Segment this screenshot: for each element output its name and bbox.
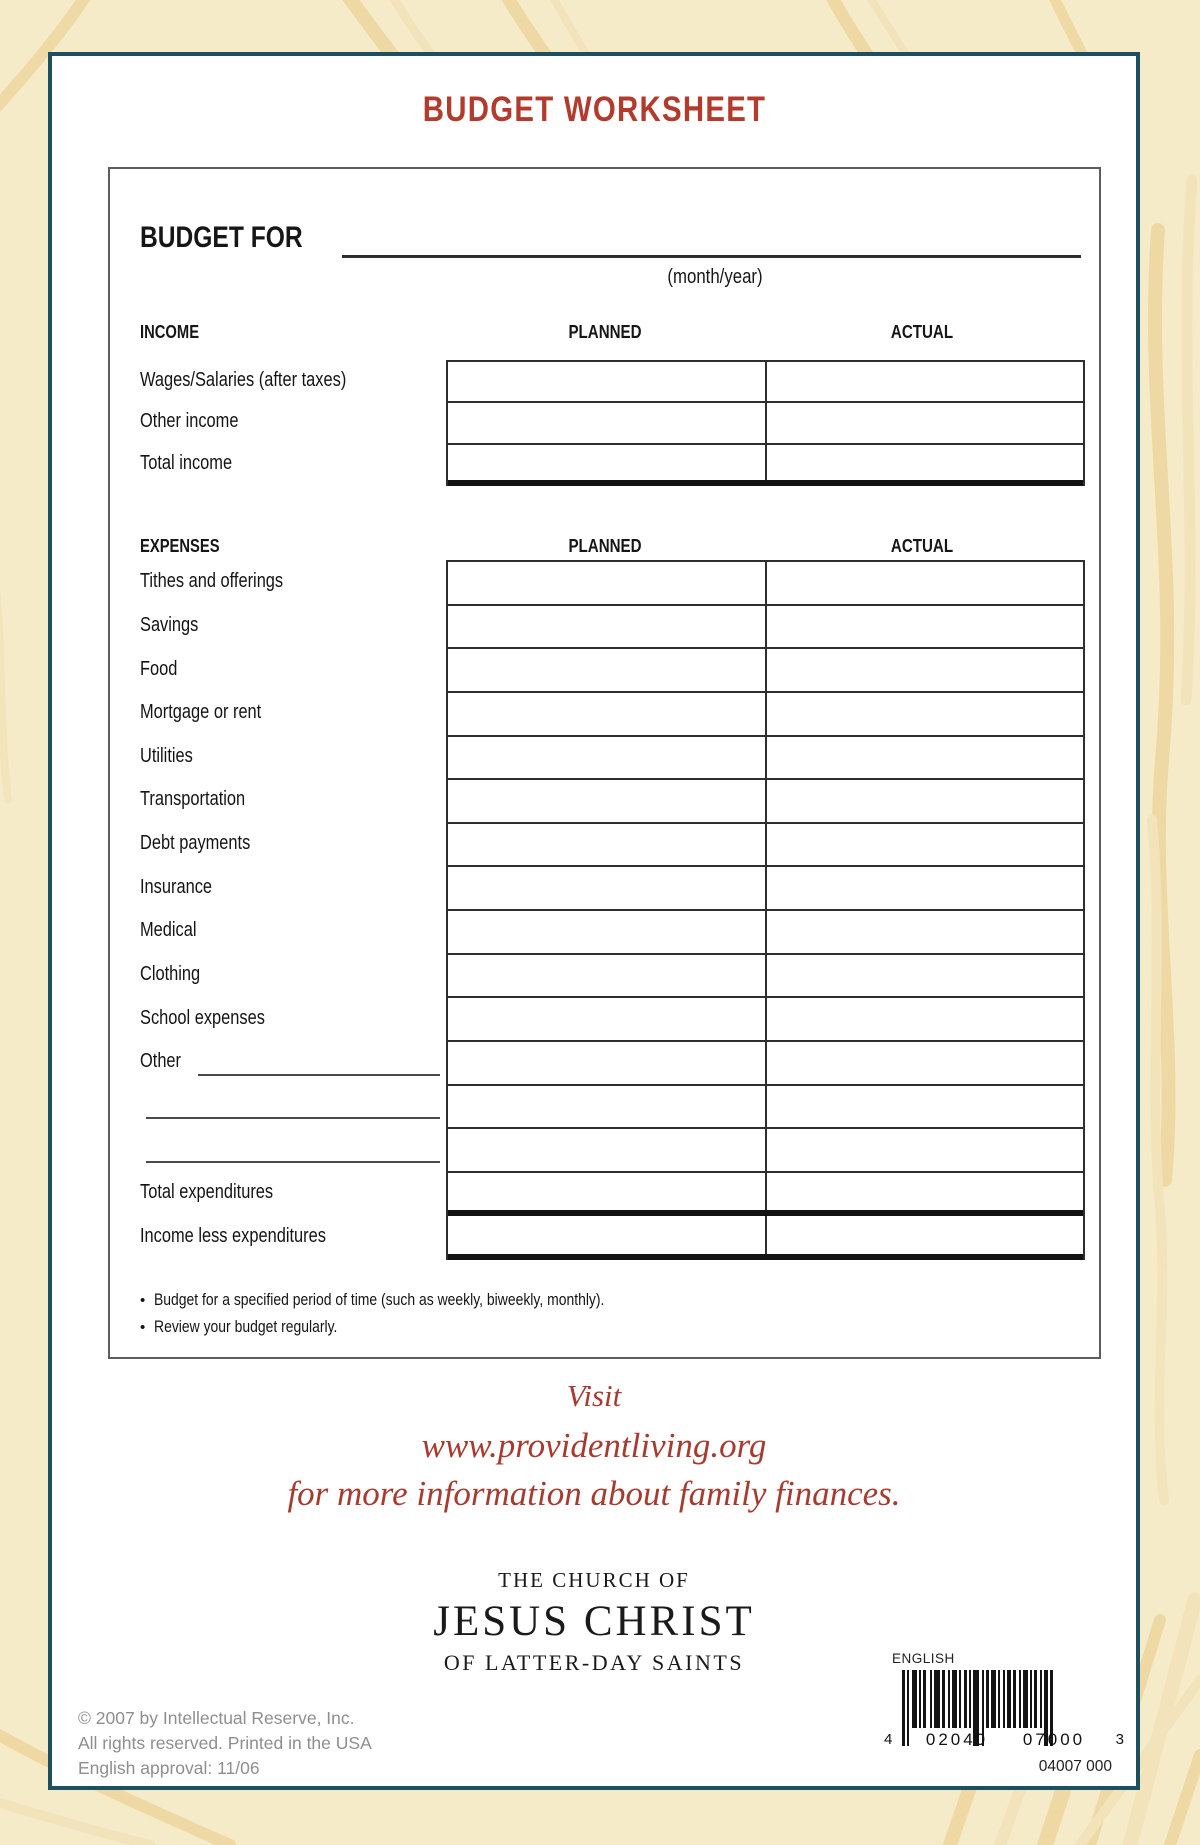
expenses-row-label: [140, 953, 440, 997]
expenses-table-row: [448, 911, 1083, 955]
expenses-table-row: [448, 1042, 1083, 1086]
expenses-actual-cell[interactable]: [765, 693, 1084, 735]
expenses-planned-cell[interactable]: [448, 1129, 765, 1171]
budget-for-write-in-line[interactable]: [342, 223, 1081, 258]
expenses-actual-cell[interactable]: [765, 780, 1084, 822]
expenses-table-row: [448, 867, 1083, 911]
expenses-table-row: [448, 737, 1083, 781]
expenses-planned-cell[interactable]: [448, 867, 765, 909]
note-item: • Review your budget regularly.: [140, 1314, 1060, 1341]
write-in-line[interactable]: [198, 1074, 440, 1076]
income-row-label: [140, 360, 440, 401]
expenses-actual-cell[interactable]: [765, 1129, 1084, 1171]
income-row-labels: [140, 360, 440, 484]
expenses-planned-cell[interactable]: [448, 824, 765, 866]
barcode-bars: [902, 1670, 1108, 1750]
row-label-text: School expenses: [140, 1006, 265, 1029]
row-label-text: Savings: [140, 613, 199, 636]
income-planned-cell[interactable]: [448, 445, 765, 480]
expenses-row-label: [140, 1084, 440, 1128]
expenses-table: [446, 560, 1085, 1260]
expenses-row-label: [140, 909, 440, 953]
budget-for-label: BUDGET FOR: [140, 221, 303, 254]
expenses-planned-cell[interactable]: [448, 606, 765, 648]
page-title: BUDGET WORKSHEET: [422, 90, 766, 129]
expenses-table-row: [448, 562, 1083, 606]
visit-word: Visit: [566, 1378, 622, 1413]
copyright-line: © 2007 by Intellectual Reserve, Inc.: [78, 1708, 355, 1728]
copyright-line: English approval: 11/06: [78, 1758, 260, 1778]
row-label-text: Total income: [140, 451, 233, 474]
row-label-text: Medical: [140, 919, 197, 942]
expenses-planned-cell[interactable]: [448, 780, 765, 822]
expenses-planned-cell[interactable]: [448, 1086, 765, 1128]
expenses-planned-cell[interactable]: [448, 1216, 765, 1254]
expenses-row-labels: [140, 560, 440, 1258]
expenses-row-label: [140, 1127, 440, 1171]
expenses-row-label: [140, 735, 440, 779]
expenses-actual-cell[interactable]: [765, 1042, 1084, 1084]
expenses-actual-cell[interactable]: [765, 955, 1084, 997]
row-label-text: Total expenditures: [140, 1181, 274, 1204]
expenses-row-label: [140, 1171, 440, 1215]
expenses-planned-cell[interactable]: [448, 911, 765, 953]
expenses-table-row: [448, 998, 1083, 1042]
expenses-actual-cell[interactable]: [765, 824, 1084, 866]
expenses-row-label: [140, 647, 440, 691]
income-table-row: [448, 403, 1083, 444]
income-row-label: [140, 401, 440, 442]
expenses-planned-cell[interactable]: [448, 955, 765, 997]
row-label-text: Wages/Salaries (after taxes): [140, 369, 347, 392]
expenses-table-row: [448, 1216, 1083, 1260]
expenses-planned-cell[interactable]: [448, 562, 765, 604]
expenses-planned-column-header: PLANNED: [568, 536, 642, 556]
expenses-row-label: [140, 604, 440, 648]
income-actual-cell[interactable]: [765, 362, 1084, 401]
expenses-actual-cell[interactable]: [765, 1216, 1084, 1254]
copyright-block: [78, 1706, 372, 1781]
expenses-table-row: [448, 1173, 1083, 1217]
expenses-planned-cell[interactable]: [448, 998, 765, 1040]
expenses-actual-cell[interactable]: [765, 737, 1084, 779]
expenses-table-row: [448, 1086, 1083, 1130]
row-label-text: Transportation: [140, 788, 246, 811]
church-logo-line2: JESUS CHRIST: [433, 1598, 755, 1645]
church-logo-line3: OF LATTER-DAY SAINTS: [443, 1650, 745, 1675]
row-label-text: Insurance: [140, 875, 213, 898]
church-logo-line1: THE CHURCH OF: [498, 1568, 690, 1592]
visit-message: [52, 1378, 1136, 1514]
write-in-line[interactable]: [146, 1117, 440, 1119]
svg-text:07000: 07000: [1022, 1730, 1086, 1749]
expenses-row-label: [140, 996, 440, 1040]
notes-list: [140, 1287, 1060, 1341]
income-section-label: INCOME: [140, 322, 200, 342]
row-label-text: Income less expenditures: [140, 1224, 326, 1247]
row-label-text: Other income: [140, 410, 239, 433]
income-row-label: [140, 443, 440, 484]
income-table: [446, 360, 1085, 486]
expenses-row-label: [140, 865, 440, 909]
expenses-table-row: [448, 1129, 1083, 1173]
income-table-row: [448, 445, 1083, 486]
expenses-planned-cell[interactable]: [448, 737, 765, 779]
expenses-row-label: [140, 691, 440, 735]
worksheet-form-box: [108, 167, 1101, 1359]
month-year-label: (month/year): [667, 266, 763, 288]
income-table-row: [448, 362, 1083, 403]
expenses-row-label: [140, 778, 440, 822]
expenses-table-row: [448, 606, 1083, 650]
expenses-table-row: [448, 693, 1083, 737]
expenses-actual-cell[interactable]: [765, 1086, 1084, 1128]
expenses-planned-cell[interactable]: [448, 649, 765, 691]
worksheet-page: [48, 52, 1140, 1790]
language-label: ENGLISH: [892, 1651, 955, 1666]
expenses-table-row: [448, 955, 1083, 999]
expenses-actual-cell[interactable]: [765, 867, 1084, 909]
svg-text:02040: 02040: [925, 1730, 989, 1749]
church-logo: [52, 1568, 1136, 1676]
row-label-text: Debt payments: [140, 832, 251, 855]
expenses-row-label: [140, 1040, 440, 1084]
expenses-actual-cell[interactable]: [765, 998, 1084, 1040]
expenses-table-row: [448, 824, 1083, 868]
expenses-actual-cell[interactable]: [765, 562, 1084, 604]
income-planned-cell[interactable]: [448, 362, 765, 401]
barcode-left-digit: 4: [884, 1731, 893, 1748]
expenses-actual-cell[interactable]: [765, 911, 1084, 953]
row-label-text: Food: [140, 657, 178, 680]
expenses-actual-cell[interactable]: [765, 649, 1084, 691]
income-planned-cell[interactable]: [448, 403, 765, 442]
visit-tagline: for more information about family finances.: [287, 1474, 901, 1513]
expenses-actual-column-header: ACTUAL: [890, 536, 954, 556]
expenses-planned-cell[interactable]: [448, 1042, 765, 1084]
item-number: 04007 000: [1038, 1758, 1112, 1775]
expenses-table-row: [448, 780, 1083, 824]
expenses-section-label: EXPENSES: [140, 536, 220, 556]
expenses-row-label: [140, 560, 440, 604]
write-in-line[interactable]: [146, 1161, 440, 1163]
income-planned-column-header: PLANNED: [568, 322, 642, 342]
row-label-text: Tithes and offerings: [140, 570, 284, 593]
expenses-table-row: [448, 649, 1083, 693]
income-actual-cell[interactable]: [765, 403, 1084, 442]
row-label-text: Utilities: [140, 744, 193, 767]
row-label-text: Other: [140, 1050, 182, 1073]
expenses-row-label: [140, 1214, 440, 1258]
providentliving-url[interactable]: www.providentliving.org: [421, 1426, 767, 1465]
note-item: • Budget for a specified period of time (such as weekly, biweekly, monthly).: [140, 1287, 1060, 1314]
row-label-text: Clothing: [140, 962, 201, 985]
copyright-line: All rights reserved. Printed in the USA: [78, 1733, 372, 1753]
expenses-actual-cell[interactable]: [765, 606, 1084, 648]
row-label-text: Mortgage or rent: [140, 701, 262, 724]
expenses-planned-cell[interactable]: [448, 693, 765, 735]
income-actual-column-header: ACTUAL: [890, 322, 954, 342]
barcode: [878, 1670, 1130, 1756]
expenses-actual-cell[interactable]: [765, 1173, 1084, 1211]
expenses-row-label: [140, 822, 440, 866]
barcode-right-digit: 3: [1115, 1731, 1124, 1748]
income-actual-cell[interactable]: [765, 445, 1084, 480]
expenses-planned-cell[interactable]: [448, 1173, 765, 1211]
